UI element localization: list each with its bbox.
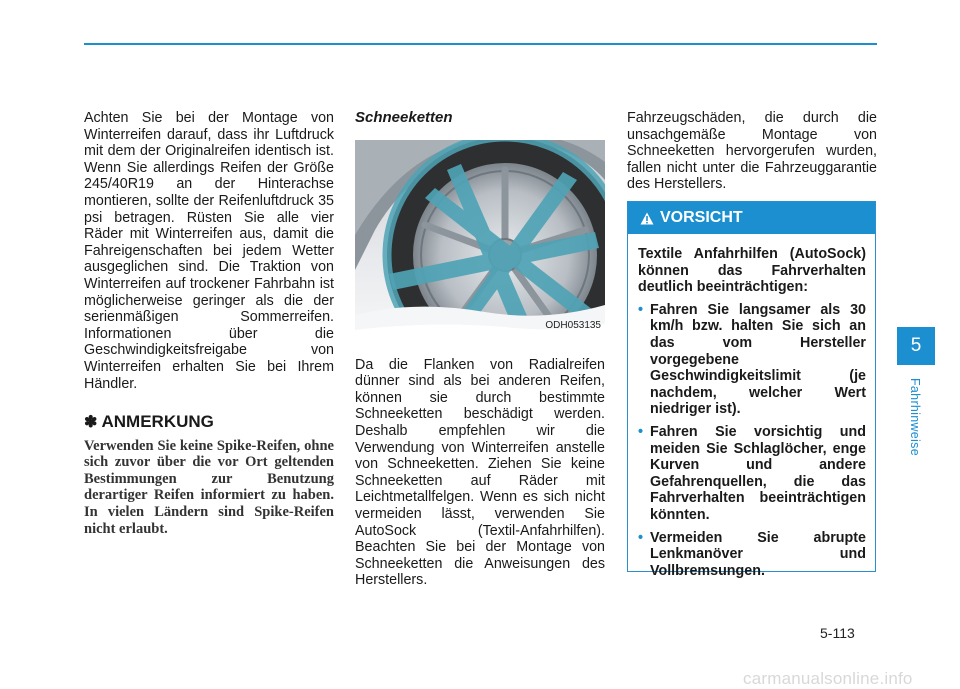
warranty-paragraph: Fahrzeugschäden, die durch die unsachgemäße Montage von Schneeketten hervorgerufen wurden, fallen nicht unter die Fahrzeuggarantie des Herstellers. <box>627 110 877 193</box>
caution-item: • Fahren Sie langsamer als 30 km/h bzw. halten Sie sich an das vom Hersteller vorgegebene Geschwindigkeitslimit (je nachdem, welcher Wert niedriger ist). <box>638 301 866 418</box>
caution-title: VORSICHT <box>660 209 743 226</box>
page-number: 5-113 <box>820 625 855 641</box>
image-code: ODH053135 <box>545 320 601 331</box>
caution-header <box>628 202 875 234</box>
snow-chain-photo <box>355 140 605 340</box>
caution-intro: Textile Anfahrhilfen (AutoSock) können das Fahrverhalten deutlich beeinträchtigen: <box>638 246 866 296</box>
section-title: Schneeketten <box>355 109 453 126</box>
warning-triangle-icon <box>640 212 654 225</box>
caution-item: • Fahren Sie vorsichtig und meiden Sie Schlaglöcher, enge Kurven und andere Gefahrenquellen, die das Fahrverhalten beeinträchtigen könnten. <box>638 423 866 523</box>
caution-body <box>628 234 875 579</box>
note-mark-icon: ✽ <box>84 414 98 432</box>
note-title: ANMERKUNG <box>101 412 214 432</box>
chapter-label: Fahrhinweise <box>908 378 922 456</box>
column-3 <box>627 110 877 193</box>
caution-item: • Vermeiden Sie abrupte Lenkmanöver und Vollbremsungen. <box>638 529 866 579</box>
bullet-icon: • <box>638 423 644 440</box>
column-2 <box>355 110 605 589</box>
bullet-icon: • <box>638 529 644 546</box>
top-rule <box>84 43 877 45</box>
note-heading <box>84 414 334 432</box>
winter-tire-paragraph: Achten Sie bei der Montage von Winterreifen darauf, dass ihr Luftdruck mit dem der Originalreifen identisch ist. Wenn Sie allerdings Reifen der Größe 245/40R19 an der Hinterachse montieren, sollte der Reifenluftdruck 35 psi betragen. Rüsten Sie alle vier Räder mit Winterreifen aus, damit die Fahreigenschaften bei jedem Wetter ausgeglichen sind. Die Traktion von Winterreifen auf trockener Fahrbahn ist möglicherweise geringer als die der serienmäßigen Sommerreifen. Informationen über die Geschwindigkeitsfreigabe von Winterreifen erhalten Sie bei Ihrem Händler. <box>84 110 334 392</box>
caution-list <box>638 302 866 580</box>
watermark: carmanualsonline.info <box>743 669 913 688</box>
note-text: Verwenden Sie keine Spike-Reifen, ohne sich zuvor über die vor Ort geltenden Bestimmungen zur Benutzung derartiger Reifen informiert zu haben. In vielen Ländern sind Spike-Reifen nicht erlaubt. <box>84 437 334 537</box>
wheel-with-chains-illustration <box>355 140 605 340</box>
bullet-icon: • <box>638 301 644 318</box>
snow-chain-paragraph: Da die Flanken von Radialreifen dünner sind als bei anderen Reifen, können sie durch bestimmte Schneeketten beschädigt werden. Deshalb empfehlen wir die Verwendung von Winterreifen anstelle von Schneeketten. Ziehen Sie keine Schneeketten auf Räder mit Leichtmetallfelgen. Wenn es sich nicht vermeiden lässt, verwenden Sie AutoSock (Textil-Anfahrhilfen). Beachten Sie bei der Montage von Schneeketten die Anweisungen des Herstellers. <box>355 356 605 589</box>
caution-box <box>627 201 876 579</box>
chapter-number-tab[interactable]: 5 <box>897 327 935 365</box>
column-1 <box>84 110 334 537</box>
